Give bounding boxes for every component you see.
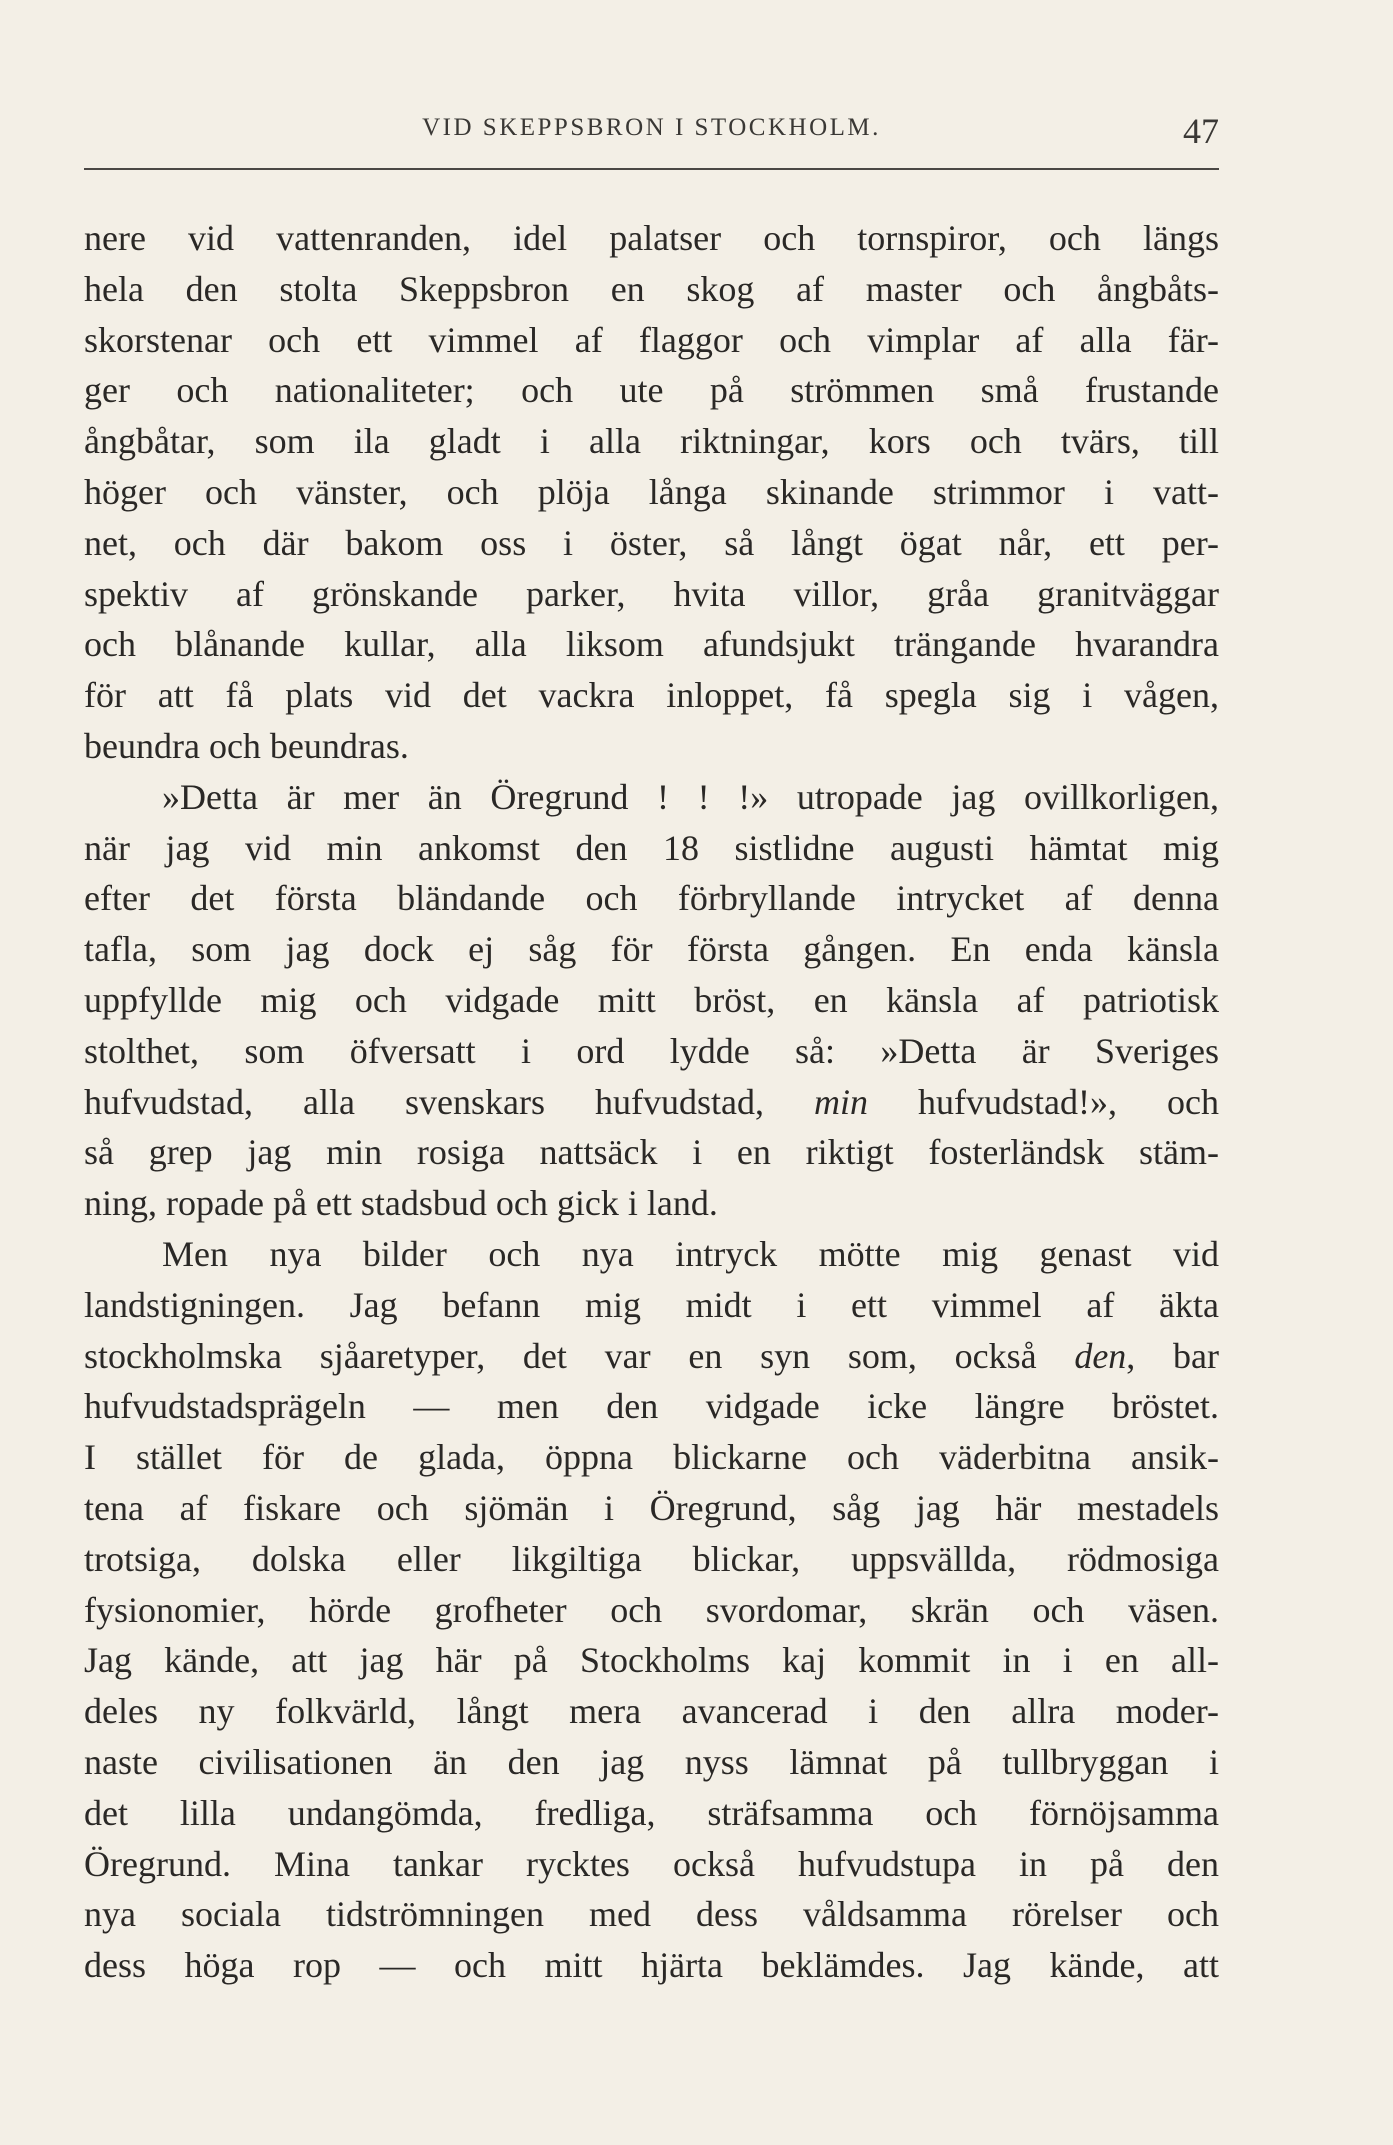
text-fragment: stockholmska sjåaretyper, det var en syn som, också (84, 1335, 1075, 1376)
text-line: landstigningen. Jag befann mig midt i ett vimmel af äkta (84, 1284, 1219, 1325)
text-line: uppfyllde mig och vidgade mitt bröst, en känsla af patriotisk (84, 979, 1219, 1020)
text-line: tafla, som jag dock ej såg för första gången. En enda känsla (84, 929, 1219, 970)
italic-word: den (1074, 1335, 1127, 1376)
text-line: nya sociala tidströmningen med dess våldsamma rörelser och (84, 1894, 1219, 1935)
running-head (84, 110, 1219, 170)
page-number: 47 (1183, 111, 1219, 151)
text-line (84, 1331, 1219, 1382)
text-line: ning, ropade på ett stadsbud och gick i land. (84, 1183, 718, 1224)
text-line: ångbåtar, som ila gladt i alla riktningar, kors och tvärs, till (84, 421, 1219, 462)
text-line: fysionomier, hörde grofheter och svordomar, skrän och väsen. (84, 1589, 1219, 1630)
text-line: höger och vänster, och plöja långa skinande strimmor i vatt- (84, 471, 1219, 512)
text-line: hufvudstadsprägeln — men den vidgade icke längre bröstet. (84, 1386, 1219, 1427)
text-line: Jag kände, att jag här på Stockholms kaj kommit in i en all- (84, 1640, 1219, 1681)
header-rule (84, 168, 1219, 170)
text-line: spektiv af grönskande parker, hvita villor, gråa granitväggar (84, 573, 1219, 614)
text-line: för att få plats vid det vackra inloppet, få spegla sig i vågen, (84, 675, 1219, 716)
text-line: I stället för de glada, öppna blickarne och väderbitna ansik- (84, 1437, 1219, 1478)
text-fragment: , bar (1126, 1335, 1219, 1376)
italic-word: min (814, 1081, 868, 1122)
text-fragment: hufvudstad!», och (868, 1081, 1219, 1122)
text-line: trotsiga, dolska eller likgiltiga blickar, uppsvällda, rödmosiga (84, 1538, 1219, 1579)
text-line: beundra och beundras. (84, 725, 409, 766)
text-fragment: hufvudstad, alla svenskars hufvudstad, (84, 1081, 814, 1122)
text-line: tena af fiskare och sjömän i Öregrund, såg jag här mestadels (84, 1487, 1219, 1528)
text-line: när jag vid min ankomst den 18 sistlidne augusti hämtat mig (84, 827, 1219, 868)
body-text (84, 213, 1219, 1991)
text-line: så grep jag min rosiga nattsäck i en riktigt fosterländsk stäm- (84, 1132, 1219, 1173)
text-line: deles ny folkvärld, långt mera avancerad i den allra moder- (84, 1691, 1219, 1732)
text-line: och blånande kullar, alla liksom afundsjukt trängande hvarandra (84, 624, 1219, 665)
text-line: »Detta är mer än Öregrund ! ! !» utropade jag ovillkorligen, (162, 776, 1219, 817)
text-line: skorstenar och ett vimmel af flaggor och vimplar af alla fär- (84, 319, 1219, 360)
text-line: Öregrund. Mina tankar rycktes också hufvudstupa in på den (84, 1843, 1219, 1884)
text-line: dess höga rop — och mitt hjärta beklämdes. Jag kände, att (84, 1945, 1219, 1986)
text-line: ger och nationaliteter; och ute på strömmen små frustande (84, 370, 1219, 411)
text-line: stolthet, som öfversatt i ord lydde så: »Detta är Sveriges (84, 1030, 1219, 1071)
text-line: efter det första bländande och förbryllande intrycket af denna (84, 878, 1219, 919)
text-line: hela den stolta Skeppsbron en skog af master och ångbåts- (84, 268, 1219, 309)
text-line (84, 1077, 1219, 1128)
running-title: VID SKEPPSBRON I STOCKHOLM. (422, 114, 881, 141)
text-line: nere vid vattenranden, idel palatser och tornspiror, och längs (84, 218, 1219, 258)
text-line: naste civilisationen än den jag nyss lämnat på tullbryggan i (84, 1741, 1219, 1782)
text-line: net, och där bakom oss i öster, så långt ögat når, ett per- (84, 522, 1219, 563)
text-line: Men nya bilder och nya intryck mötte mig genast vid (162, 1233, 1219, 1274)
text-line: det lilla undangömda, fredliga, sträfsamma och förnöjsamma (84, 1792, 1219, 1833)
